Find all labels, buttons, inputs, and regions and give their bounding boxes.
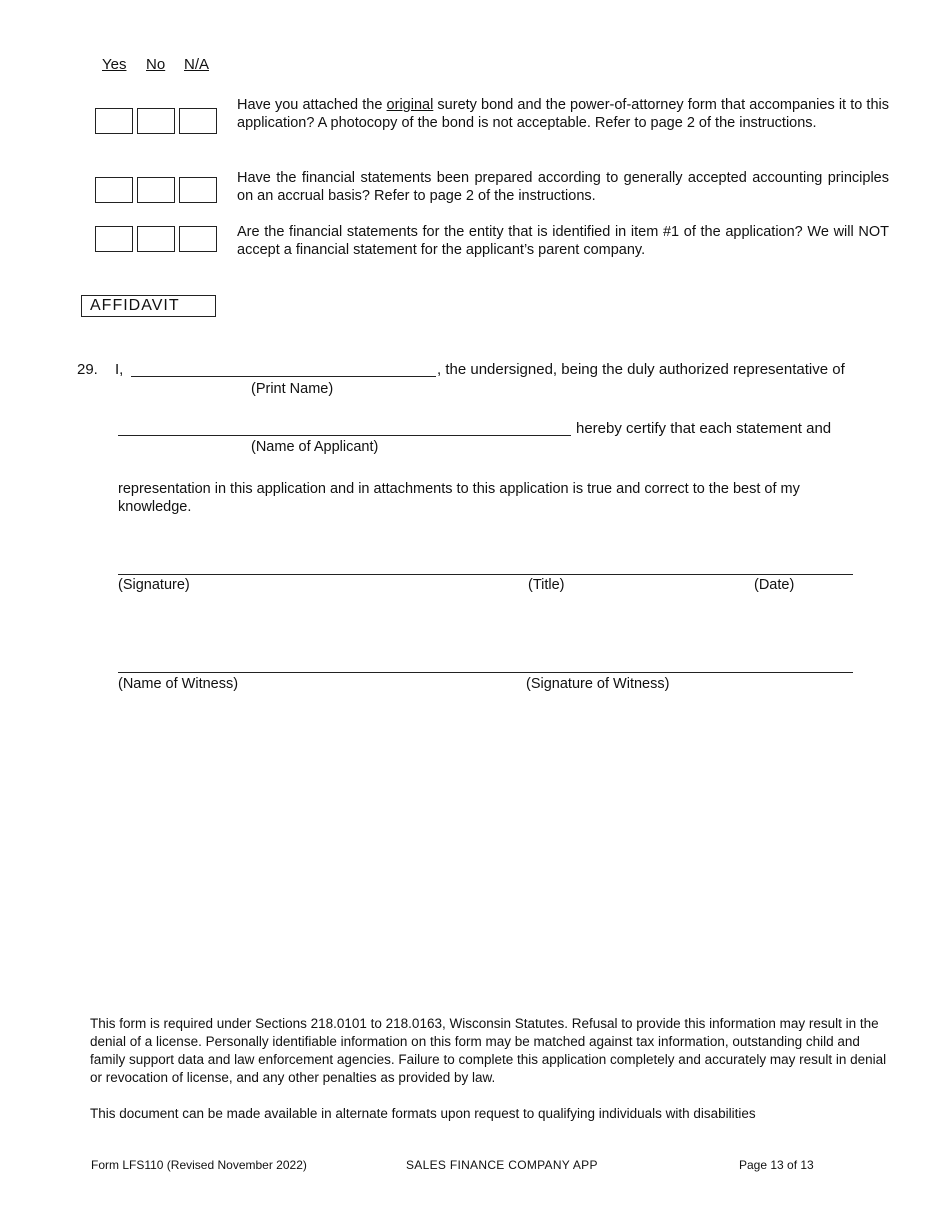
page-number: Page 13 of 13 bbox=[739, 1158, 814, 1172]
form-id: Form LFS110 (Revised November 2022) bbox=[91, 1158, 307, 1172]
date-label: (Date) bbox=[754, 577, 795, 593]
affidavit-statement: representation in this application and in attachments to this application is true and correct to the best of my knowledge. bbox=[118, 481, 800, 515]
print-name-label: (Print Name) bbox=[251, 381, 334, 397]
q2-yes-checkbox[interactable] bbox=[95, 177, 133, 203]
title-label: (Title) bbox=[528, 577, 565, 593]
question-1: Have you attached the original surety bond and the power-of-attorney form that accompanies it to this application? A photocopy of the bond is not acceptable. Refer to page 2 of the instructions. bbox=[237, 97, 889, 131]
q2-no-checkbox[interactable] bbox=[137, 177, 175, 203]
q3-no-checkbox[interactable] bbox=[137, 226, 175, 252]
question-2: Have the financial statements been prepared according to generally accepted accounting principles on an accrual basis? Refer to page 2 of the instructions. bbox=[237, 170, 889, 204]
original-emphasis: original bbox=[386, 97, 434, 113]
accessibility-notice: This document can be made available in alternate formats upon request to qualifying individuals with disabilities bbox=[90, 1106, 756, 1121]
certify-text: hereby certify that each statement and bbox=[576, 420, 832, 437]
witness-name-label: (Name of Witness) bbox=[118, 676, 239, 692]
affidavit-title: AFFIDAVIT bbox=[81, 295, 216, 317]
q3-na-checkbox[interactable] bbox=[179, 226, 217, 252]
question-3: Are the financial statements for the entity that is identified in item #1 of the application? We will NOT accept a financial statement for the applicant’s parent company. bbox=[237, 224, 889, 258]
q1-yes-checkbox[interactable] bbox=[95, 108, 133, 134]
na-column-header: N/A bbox=[184, 56, 210, 73]
q3-yes-checkbox[interactable] bbox=[95, 226, 133, 252]
no-column-header: No bbox=[146, 56, 166, 73]
applicant-name-label: (Name of Applicant) bbox=[251, 439, 379, 455]
applicant-name-field[interactable] bbox=[118, 435, 571, 436]
item-number: 29. bbox=[77, 361, 98, 378]
form-name: SALES FINANCE COMPANY APP bbox=[406, 1158, 598, 1172]
representative-text: , the undersigned, being the duly authorized representative of bbox=[437, 361, 845, 378]
witness-signature-label: (Signature of Witness) bbox=[526, 676, 670, 692]
q1-na-checkbox[interactable] bbox=[179, 108, 217, 134]
affiant-prefix: I, bbox=[115, 361, 124, 378]
q1-no-checkbox[interactable] bbox=[137, 108, 175, 134]
signature-label: (Signature) bbox=[118, 577, 190, 593]
signature-title-date-field[interactable] bbox=[118, 574, 853, 575]
witness-field[interactable] bbox=[118, 672, 853, 673]
statute-notice: This form is required under Sections 218.0101 to 218.0163, Wisconsin Statutes. Refusal to provide this information may result in the denial of a license. Personally identifiable information on this form may be matched against tax information, outstanding child and family support data and law enforcement agencies. Failure to complete this application completely and accurately may result in denial or revocation of license, and any other penalties as provided by law. bbox=[90, 1016, 887, 1085]
q2-na-checkbox[interactable] bbox=[179, 177, 217, 203]
print-name-field[interactable] bbox=[131, 376, 436, 377]
yes-column-header: Yes bbox=[102, 56, 127, 73]
